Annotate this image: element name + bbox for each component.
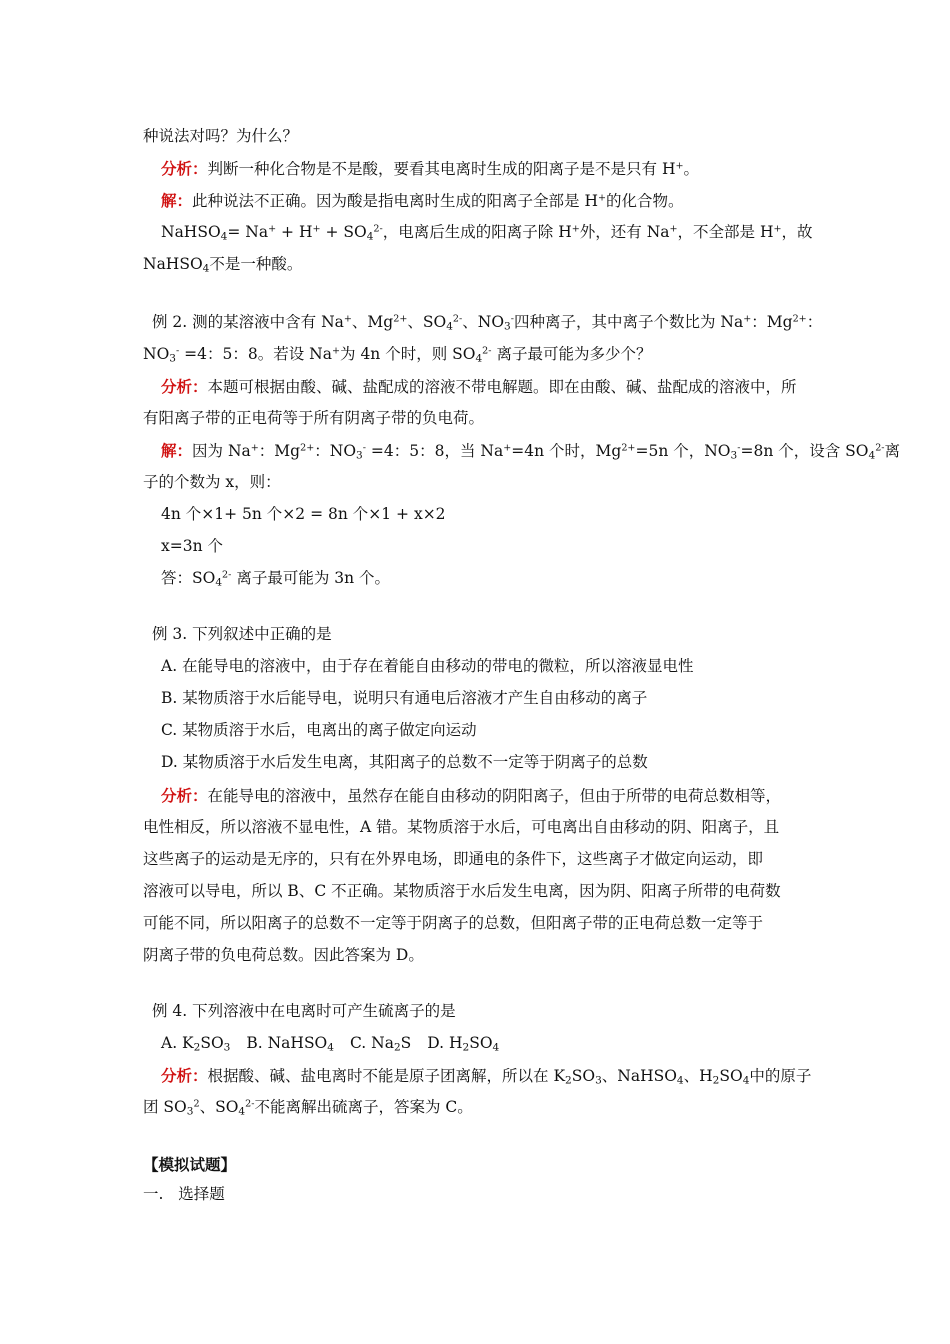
intro-analysis: 分析：判断一种化合物是不是酸，要看其电离时生成的阳离子是不是只有 H+。 — [161, 159, 700, 178]
section-heading: 【模拟试题】 — [143, 1155, 237, 1174]
ex2-solution-line2: 子的个数为 x，则： — [143, 473, 281, 491]
ex3-option-d: D. 某物质溶于水后发生电离，其阳离子的总数不一定等于阴离子的总数 — [161, 753, 648, 771]
ex3-analysis-line2: 电性相反，所以溶液不显电性，A 错。某物质溶于水后，可电离出自由移动的阴、阳离子，且 — [143, 818, 780, 836]
ex4-option-a: A. $K_2SO_3$ — [161, 1034, 231, 1054]
intro-equation: NaHSO$_4$= $Na^+ + H^+ + SO_4^{2-}$，电离后生成的阳离子除 H+外，还有 Na+，不全部是 H+，故 — [161, 223, 813, 243]
ex3-option-b: B. 某物质溶于水后能导电，说明只有通电后溶液才产生自由移动的离子 — [161, 689, 648, 707]
ex3-analysis-line6: 阴离子带的负电荷总数。因此答案为 D。 — [143, 946, 424, 964]
ex2-equation: 4n 个×1+ 5n 个×2 = 8n 个×1 + x×2 — [161, 505, 446, 523]
ex3-option-c: C. 某物质溶于水后，电离出的离子做定向运动 — [161, 721, 477, 739]
ex3-option-a: A. 在能导电的溶液中，由于存在着能自由移动的带电的微粒，所以溶液显电性 — [161, 657, 694, 675]
subsection-heading: 一. 选择题 — [143, 1185, 225, 1203]
ex4-option-b: B. NaHSO$_4$ — [246, 1034, 334, 1054]
analysis-label: 分析： — [161, 786, 208, 805]
ex2-analysis-line2: 有阳离子带的正电荷等于所有阴离子带的负电荷。 — [143, 409, 485, 427]
intro-conclusion: NaHSO$_4$不是一种酸。 — [143, 255, 303, 275]
solution-label: 解： — [161, 441, 193, 460]
ex2-question-line1: 例 2. 测的某溶液中含有 Na+、$Mg^{2+}$、$SO_4^{2-}$、$NO_3^-$四种离子，其中离子个数比为 Na+：$Mg^{2+}$： — [152, 313, 823, 333]
ex3-analysis-line3: 这些离子的运动是无序的，只有在外界电场，即通电的条件下，这些离子才做定向运动，即 — [143, 850, 764, 868]
ex4-analysis-line1: 分析：根据酸、碱、盐电离时不能是原子团离解，所以在 $K_2SO_3$、NaHSO$_4$、$H_2SO_4$中的原子 — [161, 1066, 812, 1087]
ex4-option-d: D. $H_2SO_4$ — [427, 1034, 500, 1054]
ex4-analysis-line2: 团 $SO_3^2$、$SO_4^{2-}$不能离解出硫离子，答案为 C。 — [143, 1098, 473, 1118]
ex2-analysis-line1: 分析：本题可根据由酸、碱、盐配成的溶液不带电解题。即在由酸、碱、盐配成的溶液中，所 — [161, 377, 797, 396]
ex2-answer: 答：$SO_4^{2-}$ 离子最可能为 3n 个。 — [161, 569, 391, 589]
ex2-question-line2: $NO_3^- =4$：5：8。若设 Na+为 4n 个时，则 $SO_4^{2-}$ 离子最可能为多少个？ — [143, 345, 652, 365]
ex2-result: x=3n 个 — [161, 537, 224, 555]
analysis-label: 分析： — [161, 377, 208, 396]
ex3-analysis-line4: 溶液可以导电，所以 B、C 不正确。某物质溶于水后发生电离，因为阴、阳离子所带的电荷数 — [143, 882, 781, 900]
ex4-question: 例 4. 下列溶液中在电离时可产生硫离子的是 — [152, 1002, 456, 1020]
analysis-label: 分析： — [161, 159, 208, 178]
ex3-question: 例 3. 下列叙述中正确的是 — [152, 625, 332, 643]
intro-question-tail: 种说法对吗？为什么？ — [143, 127, 299, 145]
intro-solution: 解：此种说法不正确。因为酸是指电离时生成的阳离子全部是 H+的化合物。 — [161, 191, 684, 210]
ex3-analysis-line1: 分析：在能导电的溶液中，虽然存在能自由移动的阴阳离子，但由于所带的电荷总数相等， — [161, 786, 782, 805]
analysis-label: 分析： — [161, 1066, 208, 1085]
ex3-analysis-line5: 可能不同，所以阳离子的总数不一定等于阴离子的总数，但阳离子带的正电荷总数一定等于 — [143, 914, 764, 932]
ex2-solution-line1: 解：因为 Na+：$Mg^{2+}$：$NO_3^- =4$：5：8，当 Na+=4n 个时，$Mg^{2+}=5n$ 个，$NO_3^-=8n$ 个，设含 $SO_4^{2-}$离 — [161, 441, 901, 462]
ex4-options — [161, 1036, 499, 1052]
solution-label: 解： — [161, 191, 193, 210]
ex4-option-c: C. $Na_2S$ — [349, 1034, 412, 1054]
